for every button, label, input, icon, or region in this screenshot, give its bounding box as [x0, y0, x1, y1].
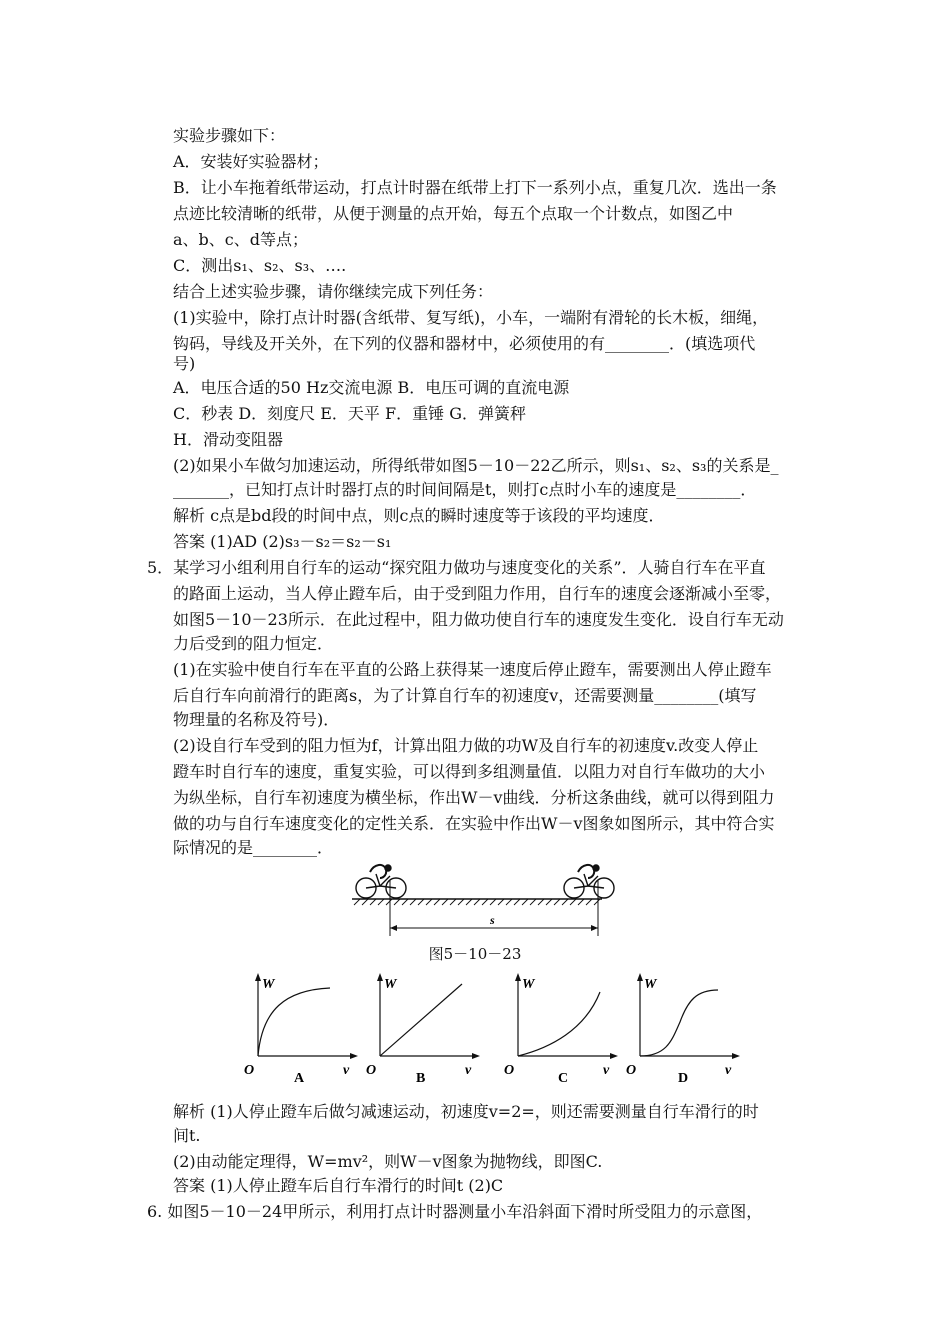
text-line: 号) [173, 354, 196, 373]
text-line: 5．某学习小组利用自行车的运动“探究阻力做功与速度变化的关系”．人骑自行车在平直 [147, 558, 766, 577]
text-line: 6. 如图5－10－24甲所示，利用打点计时器测量小车沿斜面下滑时所受阻力的示意图， [147, 1202, 763, 1221]
text-line: C．测出s₁、s₂、s₃、…. [173, 256, 347, 275]
text-line: 钩码，导线及开关外，在下列的仪器和器材中，必须使用的有________．(填选项代 [173, 334, 756, 353]
text-line: 物理量的名称及符号)． [173, 710, 340, 729]
bicycle-road-figure [340, 858, 620, 938]
text-line: _______，已知打点计时器打点的时间间隔是t，则打c点时小车的速度是________． [173, 480, 757, 499]
text-line: 点迹比较清晰的纸带，从便于测量的点开始，每五个点取一个计数点，如图乙中 [173, 204, 734, 223]
graph-origin: O [244, 1063, 255, 1078]
text-line: 答案 (1)人停止蹬车后自行车滑行的时间t (2)C [173, 1176, 504, 1195]
text-line: (2)设自行车受到的阻力恒为f，计算出阻力做的功W及自行车的初速度v.改变人停止 [173, 736, 759, 755]
graph-origin: O [626, 1063, 637, 1078]
graph-y-label: W [522, 977, 535, 992]
figure-caption: 图5－10－23 [428, 945, 522, 963]
text-line: 如图5－10－23所示．在此过程中，阻力做功使自行车的速度发生变化．设自行车无动 [173, 610, 784, 629]
text-line: H．滑动变阻器 [173, 430, 283, 449]
distance-label: s [490, 913, 495, 927]
text-line: 力后受到的阻力恒定． [173, 634, 334, 653]
graph-b [362, 970, 487, 1085]
text-line: 解析 c点是bd段的时间中点，则c点的瞬时速度等于该段的平均速度． [173, 506, 665, 525]
text-line: A．安装好实验器材； [173, 152, 329, 171]
graph-option-label: A [294, 1071, 305, 1085]
text-line: 蹬车时自行车的速度，重复实验，可以得到多组测量值．以阻力对自行车做功的大小 [173, 762, 766, 781]
text-line: (1)在实验中使自行车在平直的公路上获得某一速度后停止蹬车，需要测出人停止蹬车 [173, 660, 772, 679]
graph-x-label: v [603, 1063, 610, 1078]
text-line: 际情况的是________． [173, 838, 334, 857]
text-line: B．让小车拖着纸带运动，打点计时器在纸带上打下一系列小点，重复几次．选出一条 [173, 178, 777, 197]
graph-d [622, 970, 747, 1085]
graph-x-label: v [465, 1063, 472, 1078]
graph-y-label: W [644, 977, 657, 992]
text-line: 做的功与自行车速度变化的定性关系．在实验中作出W－v图象如图所示，其中符合实 [173, 814, 775, 833]
text-line: a、b、c、d等点； [173, 230, 308, 249]
text-line: (2)如果小车做匀加速运动，所得纸带如图5－10－22乙所示，则s₁、s₂、s₃的关系是_ [173, 456, 779, 475]
graph-option-label: D [678, 1071, 689, 1085]
graph-x-label: v [343, 1063, 350, 1078]
text-line: 的路面上运动，当人停止蹬车后，由于受到阻力作用，自行车的速度会逐渐减小至零， [173, 584, 782, 603]
graph-origin: O [504, 1063, 515, 1078]
bicycle-icon [356, 865, 406, 898]
text-line: 后自行车向前滑行的距离s，为了计算自行车的初速度v，还需要测量________(填写 [173, 686, 757, 705]
text-line: 间t. [173, 1126, 201, 1145]
text-line: 实验步骤如下： [173, 126, 286, 145]
graph-x-label: v [725, 1063, 732, 1078]
bicycle-icon [564, 865, 614, 898]
graph-y-label: W [262, 977, 275, 992]
graph-c [500, 970, 625, 1085]
text-line: (1)实验中，除打点计时器(含纸带、复写纸)，小车，一端附有滑轮的长木板，细绳， [173, 308, 769, 327]
text-line: 结合上述实验步骤，请你继续完成下列任务： [173, 282, 494, 301]
text-line: C．秒表 D．刻度尺 E．天平 F．重锤 G．弹簧秤 [173, 404, 526, 423]
text-line: A．电压合适的50 Hz交流电源 B．电压可调的直流电源 [173, 378, 570, 397]
text-line: (2)由动能定理得，W=mv²，则W－v图象为抛物线，即图C. [173, 1152, 603, 1171]
text-line: 解析 (1)人停止蹬车后做匀减速运动，初速度v=2=，则还需要测量自行车滑行的时 [173, 1102, 759, 1121]
text-line: 答案 (1)AD (2)s₃－s₂＝s₂－s₁ [173, 532, 392, 551]
graph-option-label: B [416, 1071, 426, 1085]
graph-origin: O [366, 1063, 377, 1078]
graph-y-label: W [384, 977, 397, 992]
graph-option-label: C [558, 1071, 569, 1085]
text-line: 为纵坐标，自行车初速度为横坐标，作出W－v曲线．分析这条曲线，就可以得到阻力 [173, 788, 775, 807]
graph-a [240, 970, 365, 1085]
